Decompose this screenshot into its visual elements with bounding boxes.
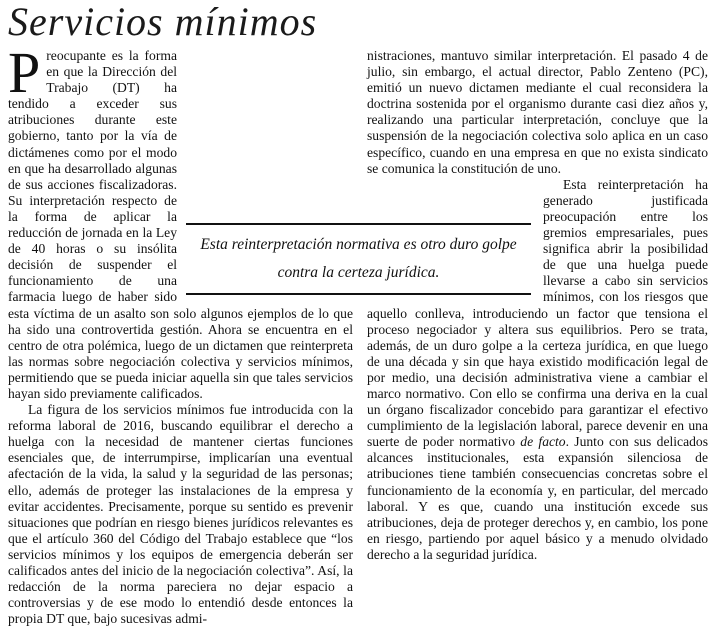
column-left — [8, 40, 353, 627]
paragraph-1-text: reocupante es la forma en que la Dirección del Trabajo (DT) ha tendido a exceder sus atribuciones durante este gobierno, tanto por la vía de dictámenes como por el modo en que ha desarrollado algunas de sus acciones fiscalizadoras. Su interpretación respecto de la forma de aplicar la reducción de jornada en la Ley de 40 horas o su insólita decisión de suspender el funcionamiento de una farmacia luego de haber sido esta víctima de un asalto son solo algunos ejemplos de lo que ha sido una controvertida gestión. Ahora se encuentra en el centro de otra polémica, luego de un dictamen que reinterpreta las normas sobre negociación colectiva y servicios mínimos, permitiendo que se pueda iniciar aquella sin que tales servicios hayan sido previamente calificados. — [8, 48, 353, 401]
drop-cap: P — [8, 40, 41, 105]
paragraph-2: La figura de los servicios mínimos fue introducida con la reforma laboral de 2016, buscando equilibrar el derecho a huelga con la necesidad de mantener ciertas funciones esenciales que, de interrumpirse, implicarían una eventual afectación de la vida, la salud y la seguridad de las personas; ello, además de proteger las instalaciones de la empresa y evitar accidentes. Precisamente, porque su sentido es prevenir situaciones que podrían en riesgo bienes jurídicos relevantes es que el artículo 360 del Código del Trabajo establece que “los servicios mínimos y los equipos de emergencia deberán ser calificados antes del inicio de la negociación colectiva”. Así, la redacción de la norma pareciera no dejar espacio a controversias y de ese modo lo entendió desde entonces la propia DT que, bajo sucesivas admi- — [8, 402, 353, 627]
paragraph-4-text-end: . Junto con sus delicados alcances institucionales, esta expansión silenciosa de atribuciones tiene también consecuencias concretas sobre el funcionamiento de la economía y, en particular, del mercado laboral. Y es que, cuando una institución excede sus atribuciones, deja de proteger derechos y, en cambio, los pone en riesgo, partiendo por aquel básico y a menudo olvidado derecho a la seguridad jurídica. — [367, 434, 708, 562]
paragraph-4-text: Esta reinterpretación ha generado justificada preocupación entre los gremios empresariales, pues significa abrir la posibilidad de que una huelga puede llevarse a cabo sin servicios mínimos, con los riesgos que aquello conlleva, introduciendo un factor que tensiona el proceso negociador y altera sus equilibrios. Pero se trata, además, de un duro golpe a la certeza jurídica, en que luego de una década y sin que haya existido modificación legal de por medio, una decisión administrativa viene a cambiar el marco normativo. Con ello se confirma una deriva en la cual un órgano fiscalizador concebido para garantizar el efectivo cumplimiento de la legislación laboral, parece devenir en una suerte de poder normativo — [367, 176, 708, 450]
pullquote: Esta reinterpretación normativa es otro duro golpe contra la certeza jurídica. — [186, 223, 531, 295]
paragraph-3: nistraciones, mantuvo similar interpretación. El pasado 4 de julio, sin embargo, el actual director, Pablo Zenteno (PC), emitió un nuevo dictamen mediante el cual reconsidera la doctrina sostenida por el organismo durante casi diez años y, realizando una particular interpretación, concluye que la suspensión de la negociación colectiva solo aplica en un caso específico, cuando en una empresa en que no exista sindicato se comunica la constitución de uno. — [367, 48, 708, 176]
article-title: Servicios mínimos — [8, 0, 318, 44]
column-right — [367, 48, 708, 563]
italic-phrase: de facto — [520, 434, 566, 450]
